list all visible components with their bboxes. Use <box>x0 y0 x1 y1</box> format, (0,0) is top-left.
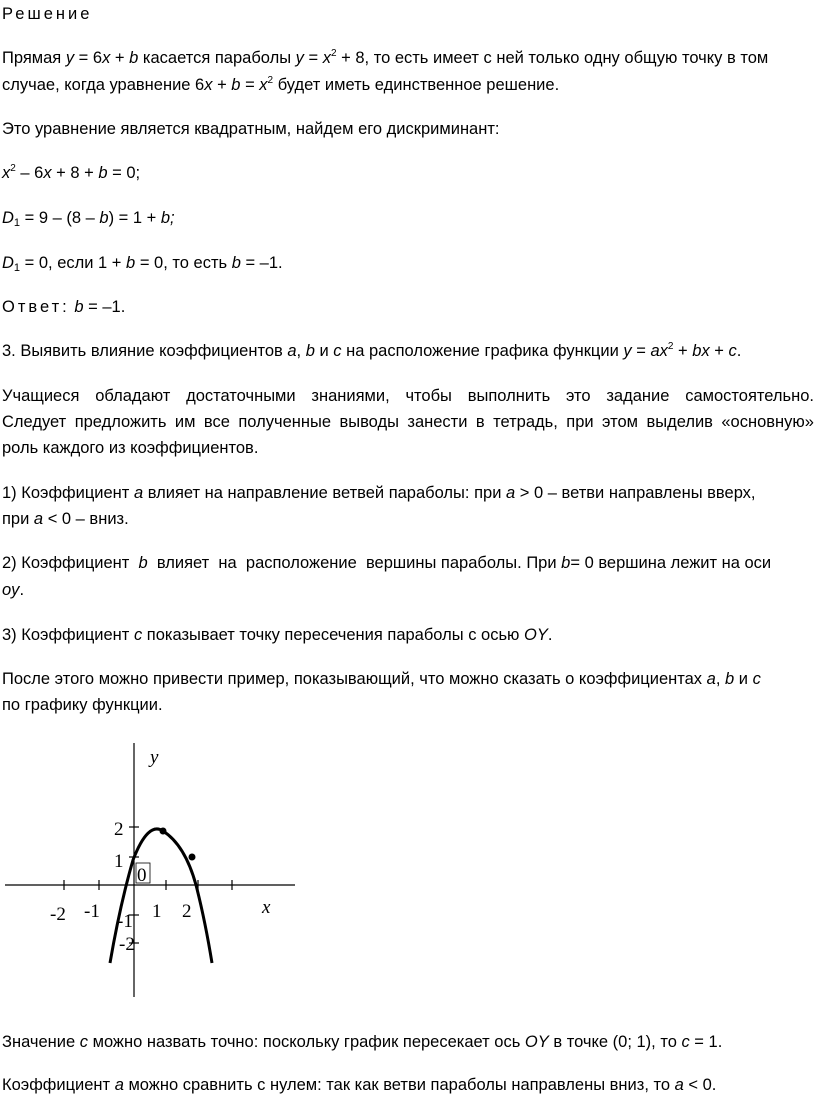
coefficient-b-line-2: oy. <box>2 581 25 599</box>
y-tick-label-minus-1: -1 <box>117 911 133 932</box>
paragraph-students-line-2 <box>2 411 814 433</box>
word: полученные <box>238 413 332 431</box>
word: Следует <box>2 413 67 431</box>
word: выделив <box>646 413 713 431</box>
paragraph-students-line-3: роль каждого из коэффициентов. <box>2 439 259 457</box>
paragraph-discriminant-intro: Это уравнение является квадратным, найдем его дискриминант: <box>2 120 500 138</box>
x-tick-label-minus-2: -2 <box>50 904 66 925</box>
y-tick-label-1: 1 <box>114 851 124 872</box>
coefficient-b-line-1: 2) Коэффициент b влияет на расположение вершины параболы. При b = 0 вершина лежит на оси <box>2 554 772 572</box>
x-axis-label: x <box>262 897 271 918</box>
word: в <box>475 413 485 431</box>
word: обладают <box>95 387 171 405</box>
word: это <box>565 387 591 405</box>
y-axis-label: y <box>150 747 159 768</box>
equation-quadratic: $x^2 - 6x + 8 + b = 0$; <box>2 163 141 182</box>
word: знаниями, <box>311 387 390 405</box>
paragraph-tangent-line-2: случае, когда уравнение $6x + b = x^2$ будет иметь единственное решение. <box>2 75 560 94</box>
x-tick-label-2: 2 <box>182 901 192 922</box>
word: при <box>566 413 594 431</box>
word: достаточными <box>186 387 296 405</box>
origin-label: 0 <box>137 865 147 886</box>
word: предложить <box>74 413 167 431</box>
answer-line: Ответ: b = –1. <box>2 298 126 316</box>
word: тетрадь, <box>493 413 558 431</box>
word: все <box>203 413 230 431</box>
after-example-line-2: по графику функции. <box>2 696 163 714</box>
coefficient-c-line: 3) Коэффициент c показывает точку пересечения параболы с осью OY. <box>2 626 553 644</box>
value-c-line: Значение c можно назвать точно: поскольку график пересекает ось OY в точке (0; 1), то c = 1. <box>2 1033 723 1051</box>
x-tick-label-minus-1: -1 <box>84 901 100 922</box>
y-tick-label-2: 2 <box>114 819 124 840</box>
curve-point <box>189 854 196 861</box>
parabola-graph <box>0 735 300 1000</box>
word: этом <box>602 413 638 431</box>
word: «основную» <box>721 413 814 431</box>
coefficient-a-line-1: 1) Коэффициент a влияет на направление ветвей параболы: при a > 0 – ветви направлены вверх, <box>2 484 756 502</box>
after-example-line-1: После этого можно привести пример, показывающий, что можно сказать о коэффициентах a, b и c <box>2 670 761 688</box>
paragraph-tangent-line-1: Прямая y = 6x + b касается параболы $y = x^2 + 8$, то есть имеет с ней только одну общую точку в том <box>2 48 769 67</box>
word: задание <box>606 387 670 405</box>
vertex-point <box>160 828 167 835</box>
equation-discriminant-zero: $D_1 = 0$, если 1 + b = 0, то есть b = –1. <box>2 254 283 274</box>
word: занести <box>407 413 468 431</box>
coefficient-a-line-2: при a < 0 – вниз. <box>2 510 129 528</box>
task-3-heading: 3. Выявить влияние коэффициентов a, b и c на расположение графика функции $y = ax^2$ + bx + c. <box>2 341 742 360</box>
coefficient-a-sign-line: Коэффициент a можно сравнить с нулем: так как ветви параболы направлены вниз, то a < 0. <box>2 1076 717 1094</box>
x-tick-label-1: 1 <box>152 901 162 922</box>
heading-solution: Решение <box>2 5 93 23</box>
y-tick-label-minus-2: -2 <box>119 934 135 955</box>
word: выполнить <box>467 387 551 405</box>
word: Учащиеся <box>2 387 80 405</box>
word: чтобы <box>405 387 452 405</box>
word: выводы <box>339 413 399 431</box>
paragraph-students-line-1 <box>2 385 814 407</box>
equation-discriminant: $D_1 = 9 - (8 - b) = 1 + b$; <box>2 209 175 229</box>
word: им <box>174 413 196 431</box>
word: самостоятельно. <box>685 387 814 405</box>
